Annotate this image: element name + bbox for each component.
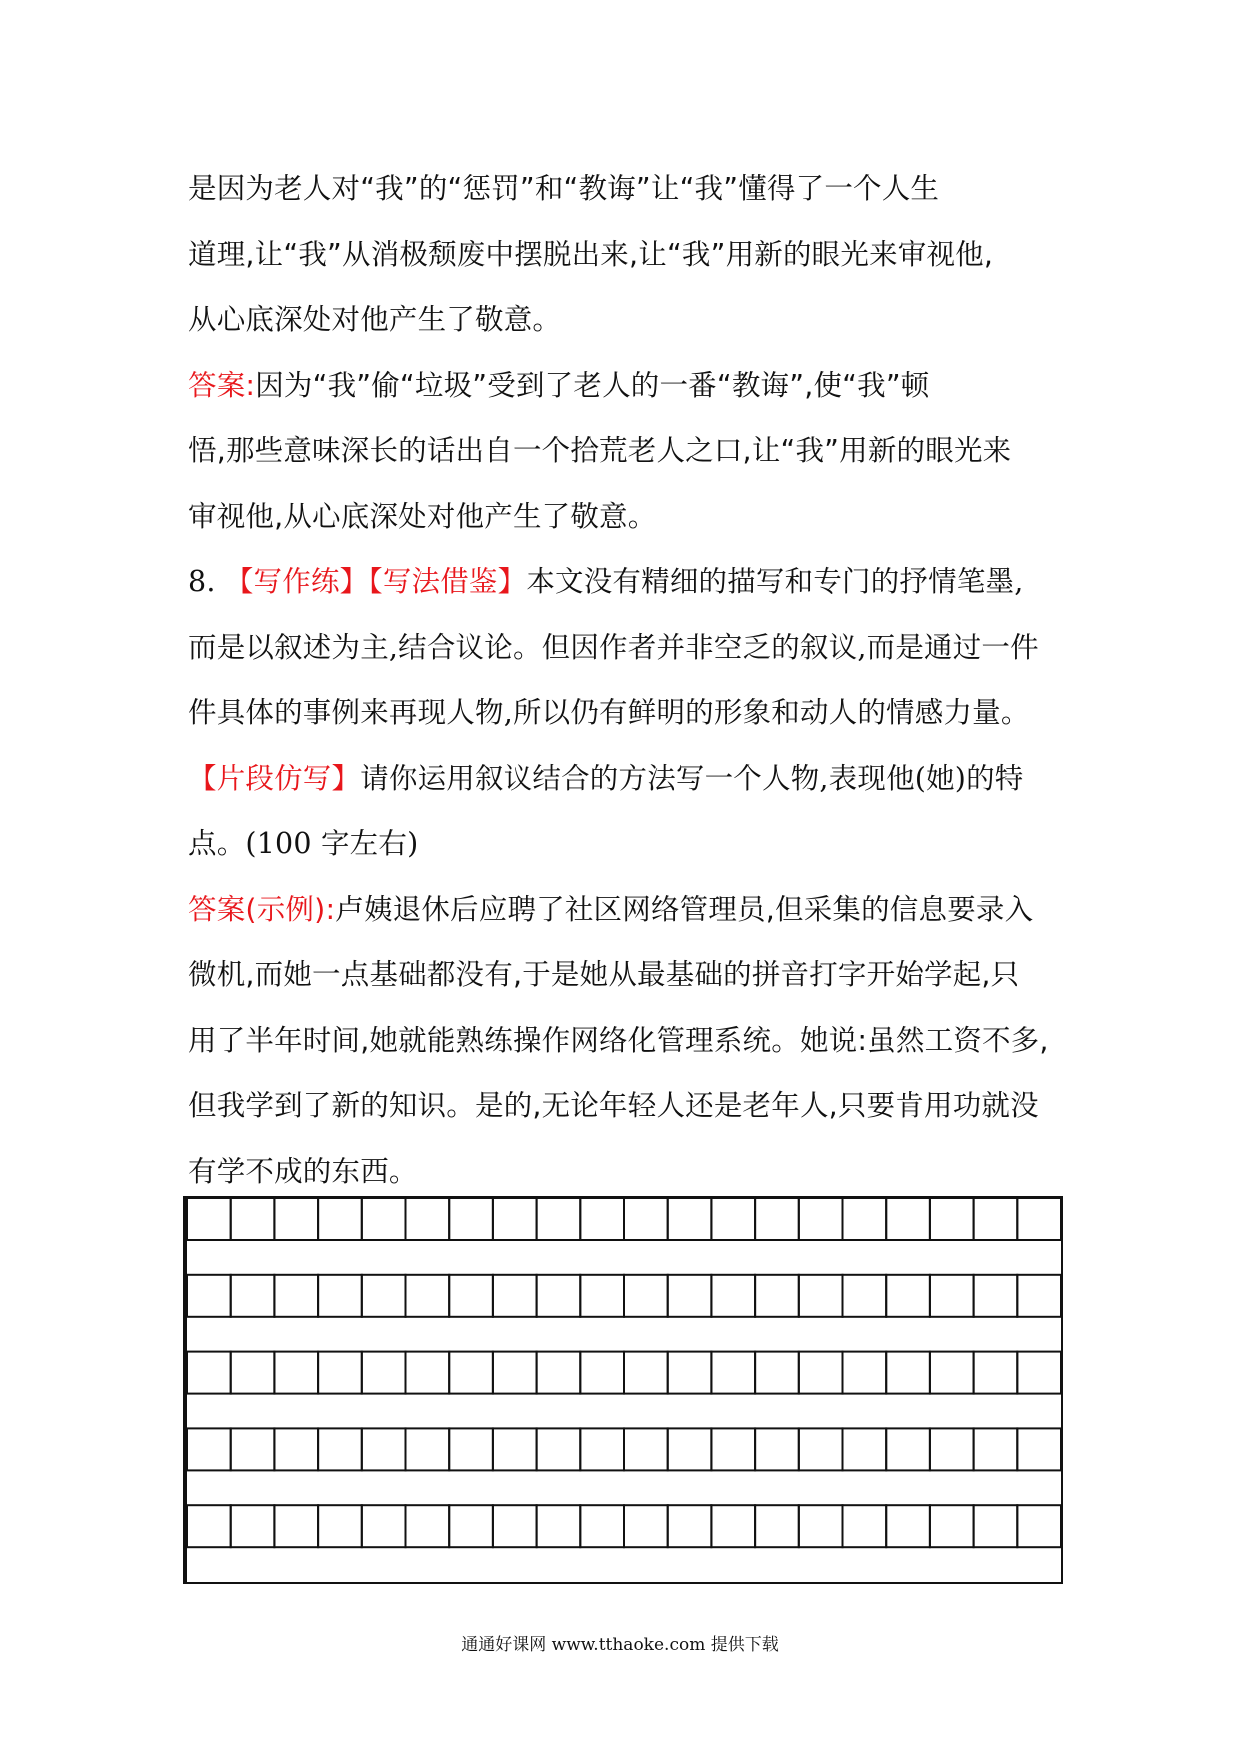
grid-cell: [930, 1352, 974, 1394]
line-text: 从心底深处对他产生了敬意。: [188, 303, 562, 336]
grid-cell: [668, 1275, 712, 1317]
paragraph-line: [188, 222, 1058, 288]
answer-label: 答案(示例):: [188, 892, 336, 926]
question-line: [188, 680, 1058, 746]
grid-cell: [274, 1198, 318, 1240]
grid-cell: [231, 1198, 275, 1240]
grid-cell: [755, 1198, 799, 1240]
grid-cell: [231, 1275, 275, 1317]
grid-cell: [362, 1198, 406, 1240]
grid-cell: [362, 1428, 406, 1470]
answer-line: [188, 1139, 1058, 1205]
question-number: 8.: [188, 565, 216, 598]
grid-cell: [449, 1428, 493, 1470]
grid-cell: [799, 1198, 843, 1240]
grid-cell: [799, 1352, 843, 1394]
paragraph-line: [188, 156, 1058, 222]
grid-cell: [318, 1198, 362, 1240]
grid-cell: [580, 1505, 624, 1547]
grid-cell: [886, 1352, 930, 1394]
grid-cell: [537, 1505, 581, 1547]
grid-cell: [493, 1505, 537, 1547]
grid-cell: [799, 1428, 843, 1470]
grid-cell: [843, 1505, 887, 1547]
grid-cell: [406, 1352, 450, 1394]
grid-cell: [624, 1505, 668, 1547]
grid-cell: [406, 1275, 450, 1317]
grid-cell: [362, 1352, 406, 1394]
grid-cell: [231, 1428, 275, 1470]
question-line: [188, 615, 1058, 681]
grid-cell: [493, 1275, 537, 1317]
answer-text: 卢姨退休后应聘了社区网络管理员,但采集的信息要录入: [335, 892, 1034, 926]
line-text: 是因为老人对“我”的“惩罚”和“教诲”让“我”懂得了一个人生: [188, 172, 940, 205]
writing-grid: [183, 1196, 1063, 1584]
grid-cell: [580, 1198, 624, 1240]
grid-cell: [711, 1352, 755, 1394]
grid-cell: [274, 1275, 318, 1317]
grid-cell: [580, 1275, 624, 1317]
question-line: [188, 746, 1058, 812]
grid-cell: [886, 1428, 930, 1470]
grid-cell: [1017, 1505, 1061, 1547]
grid-cell: [668, 1505, 712, 1547]
question-text: 点。(100 字左右): [188, 827, 419, 860]
paragraph-line: [188, 287, 1058, 353]
grid-cell: [886, 1275, 930, 1317]
grid-cell: [930, 1428, 974, 1470]
line-text: 道理,让“我”从消极颓废中摆脱出来,让“我”用新的眼光来审视他,: [188, 237, 994, 271]
grid-cell: [187, 1505, 231, 1547]
grid-cell: [187, 1352, 231, 1394]
grid-cell: [537, 1428, 581, 1470]
question-tag-imitation: 【片段仿写】: [188, 761, 361, 795]
grid-cell: [624, 1352, 668, 1394]
grid-cell: [274, 1352, 318, 1394]
grid-cell: [187, 1198, 231, 1240]
grid-cell: [668, 1428, 712, 1470]
grid-cell: [318, 1505, 362, 1547]
text-block: [188, 156, 1058, 1204]
grid-cell: [930, 1505, 974, 1547]
answer-label: 答案:: [188, 368, 256, 402]
grid-cell: [799, 1275, 843, 1317]
paragraph-line: [188, 484, 1058, 550]
grid-cell: [843, 1428, 887, 1470]
grid-cell: [406, 1428, 450, 1470]
grid-cell: [449, 1505, 493, 1547]
answer-line: [188, 877, 1058, 943]
grid-cell: [406, 1198, 450, 1240]
grid-cell: [974, 1505, 1018, 1547]
answer-line: [188, 1008, 1058, 1074]
grid-cell: [711, 1275, 755, 1317]
question-text: 而是以叙述为主,结合议论。但因作者并非空乏的叙议,而是通过一件: [188, 630, 1039, 664]
grid-cell: [974, 1275, 1018, 1317]
grid-cell: [1017, 1275, 1061, 1317]
grid-cell: [974, 1428, 1018, 1470]
grid-cell: [493, 1352, 537, 1394]
question-tag-technique: 【写法借鉴】: [368, 565, 527, 598]
grid-cell: [274, 1505, 318, 1547]
question-tag-writing-practice: 【写作练】: [224, 565, 369, 598]
grid-cell: [755, 1275, 799, 1317]
grid-cell: [187, 1275, 231, 1317]
grid-cell: [843, 1352, 887, 1394]
grid-cell: [755, 1352, 799, 1394]
paragraph-line: [188, 418, 1058, 484]
grid-cell: [1017, 1428, 1061, 1470]
grid-cell: [668, 1198, 712, 1240]
grid-row: [187, 1275, 1061, 1317]
line-text: 悟,那些意味深长的话出自一个拾荒老人之口,让“我”用新的眼光来: [188, 434, 1012, 467]
grid-row: [187, 1352, 1061, 1394]
answer-text: 但我学到了新的知识。是的,无论年轻人还是老年人,只要肯用功就没: [188, 1089, 1039, 1122]
grid-cell: [231, 1505, 275, 1547]
grid-cell: [537, 1198, 581, 1240]
footer: 通通好课网 www.tthaoke.com 提供下载: [461, 1635, 779, 1655]
grid-cell: [406, 1505, 450, 1547]
answer-line: [188, 353, 1058, 419]
question-line: [188, 811, 1058, 877]
grid-cell: [930, 1275, 974, 1317]
question-text: 件具体的事例来再现人物,所以仍有鲜明的形象和动人的情感力量。: [188, 696, 1030, 729]
grid-cell: [318, 1352, 362, 1394]
grid-cell: [493, 1198, 537, 1240]
grid-cell: [974, 1198, 1018, 1240]
grid-cell: [886, 1198, 930, 1240]
answer-line: [188, 942, 1058, 1008]
grid-cell: [362, 1505, 406, 1547]
grid-cell: [624, 1275, 668, 1317]
grid-cell: [449, 1198, 493, 1240]
grid-cell: [231, 1352, 275, 1394]
grid-cell: [974, 1352, 1018, 1394]
answer-text: 有学不成的东西。: [188, 1154, 418, 1188]
grid-row: [187, 1505, 1061, 1547]
grid-cell: [843, 1198, 887, 1240]
grid-cell: [362, 1275, 406, 1317]
grid-cell: [711, 1505, 755, 1547]
question-line: [188, 549, 1058, 615]
question-text: 请你运用叙议结合的方法写一个人物,表现他(她)的特: [360, 761, 1024, 795]
grid-cell: [755, 1428, 799, 1470]
grid-cell: [711, 1428, 755, 1470]
grid-cell: [668, 1352, 712, 1394]
grid-cell: [580, 1428, 624, 1470]
grid-cell: [886, 1505, 930, 1547]
grid-cell: [493, 1428, 537, 1470]
grid-cell: [843, 1275, 887, 1317]
line-text: 审视他,从心底深处对他产生了敬意。: [188, 499, 657, 533]
grid-cell: [537, 1275, 581, 1317]
grid-cell: [711, 1198, 755, 1240]
grid-cell: [187, 1428, 231, 1470]
answer-text: 用了半年时间,她就能熟练操作网络化管理系统。她说:虽然工资不多,: [188, 1023, 1049, 1057]
grid-cell: [624, 1428, 668, 1470]
grid-cell: [580, 1352, 624, 1394]
question-text: 本文没有精细的描写和专门的抒情笔墨,: [526, 565, 1024, 598]
grid-row: [187, 1428, 1061, 1470]
grid-cell: [1017, 1198, 1061, 1240]
grid-cell: [537, 1352, 581, 1394]
grid-cell: [449, 1352, 493, 1394]
grid-cell: [930, 1198, 974, 1240]
grid-cell: [755, 1505, 799, 1547]
answer-text: 微机,而她一点基础都没有,于是她从最基础的拼音打字开始学起,只: [188, 958, 1020, 991]
grid-cell: [624, 1198, 668, 1240]
grid-cell: [449, 1275, 493, 1317]
grid-cell: [1017, 1352, 1061, 1394]
answer-line: [188, 1073, 1058, 1139]
grid-cell: [799, 1505, 843, 1547]
grid-cell: [318, 1275, 362, 1317]
line-text: 因为“我”偷“垃圾”受到了老人的一番“教诲”,使“我”顿: [255, 368, 930, 402]
grid-cell: [274, 1428, 318, 1470]
writing-grid-lines: [187, 1198, 1061, 1582]
grid-row: [187, 1198, 1061, 1240]
grid-cell: [318, 1428, 362, 1470]
